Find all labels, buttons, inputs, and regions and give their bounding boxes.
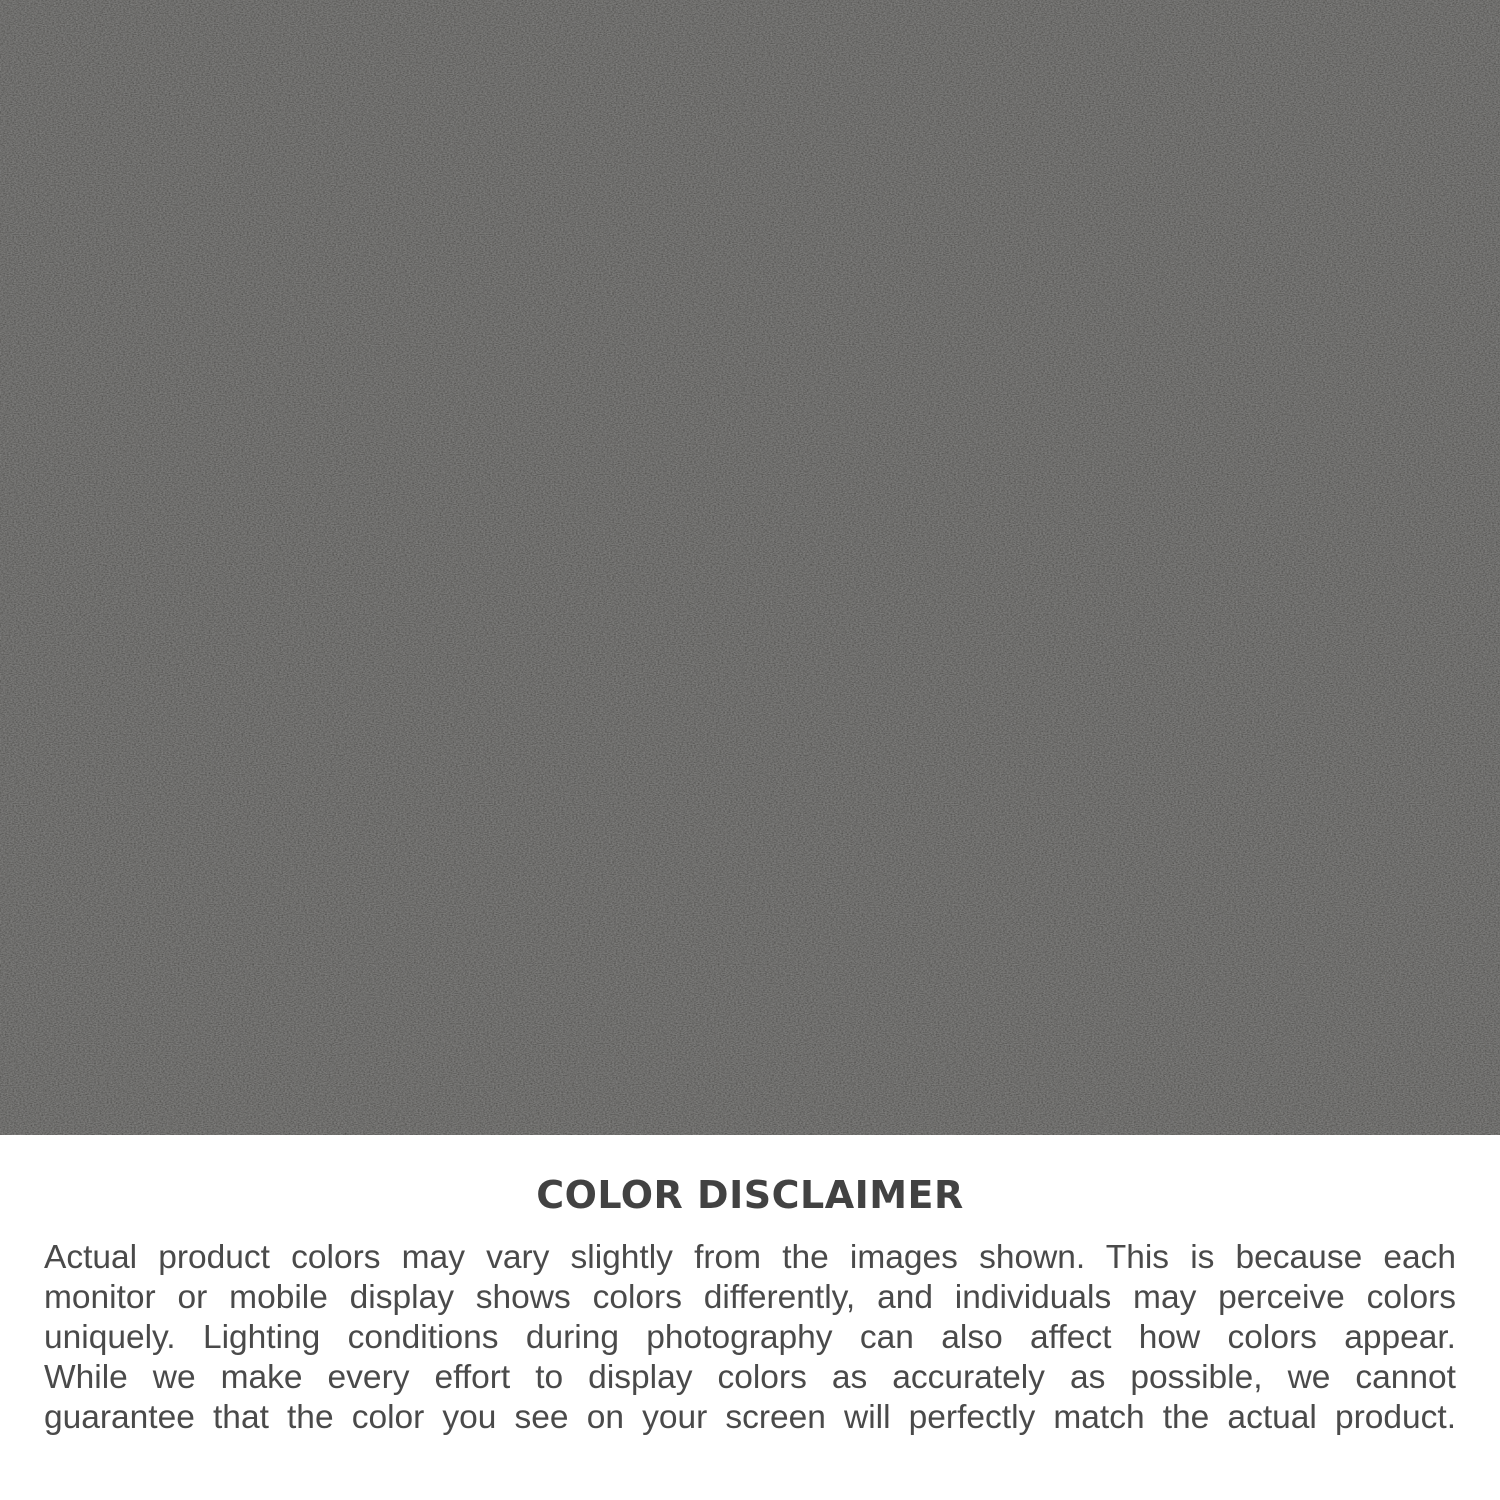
disclaimer-body [44, 1238, 1456, 1438]
disclaimer-line: monitor or mobile display shows colors differently, and individuals may perceive colors [44, 1279, 1456, 1316]
color-disclaimer-panel [0, 1135, 1500, 1500]
disclaimer-line: While we make every effort to display colors as accurately as possible, we cannot [44, 1359, 1456, 1396]
disclaimer-line: Actual product colors may vary slightly from the images shown. This is because each [44, 1239, 1456, 1276]
disclaimer-title: COLOR DISCLAIMER [536, 1173, 964, 1217]
disclaimer-line: uniquely. Lighting conditions during photography can also affect how colors appear. [44, 1319, 1456, 1356]
disclaimer-line: guarantee that the color you see on your screen will perfectly match the actual product. [44, 1399, 1456, 1436]
